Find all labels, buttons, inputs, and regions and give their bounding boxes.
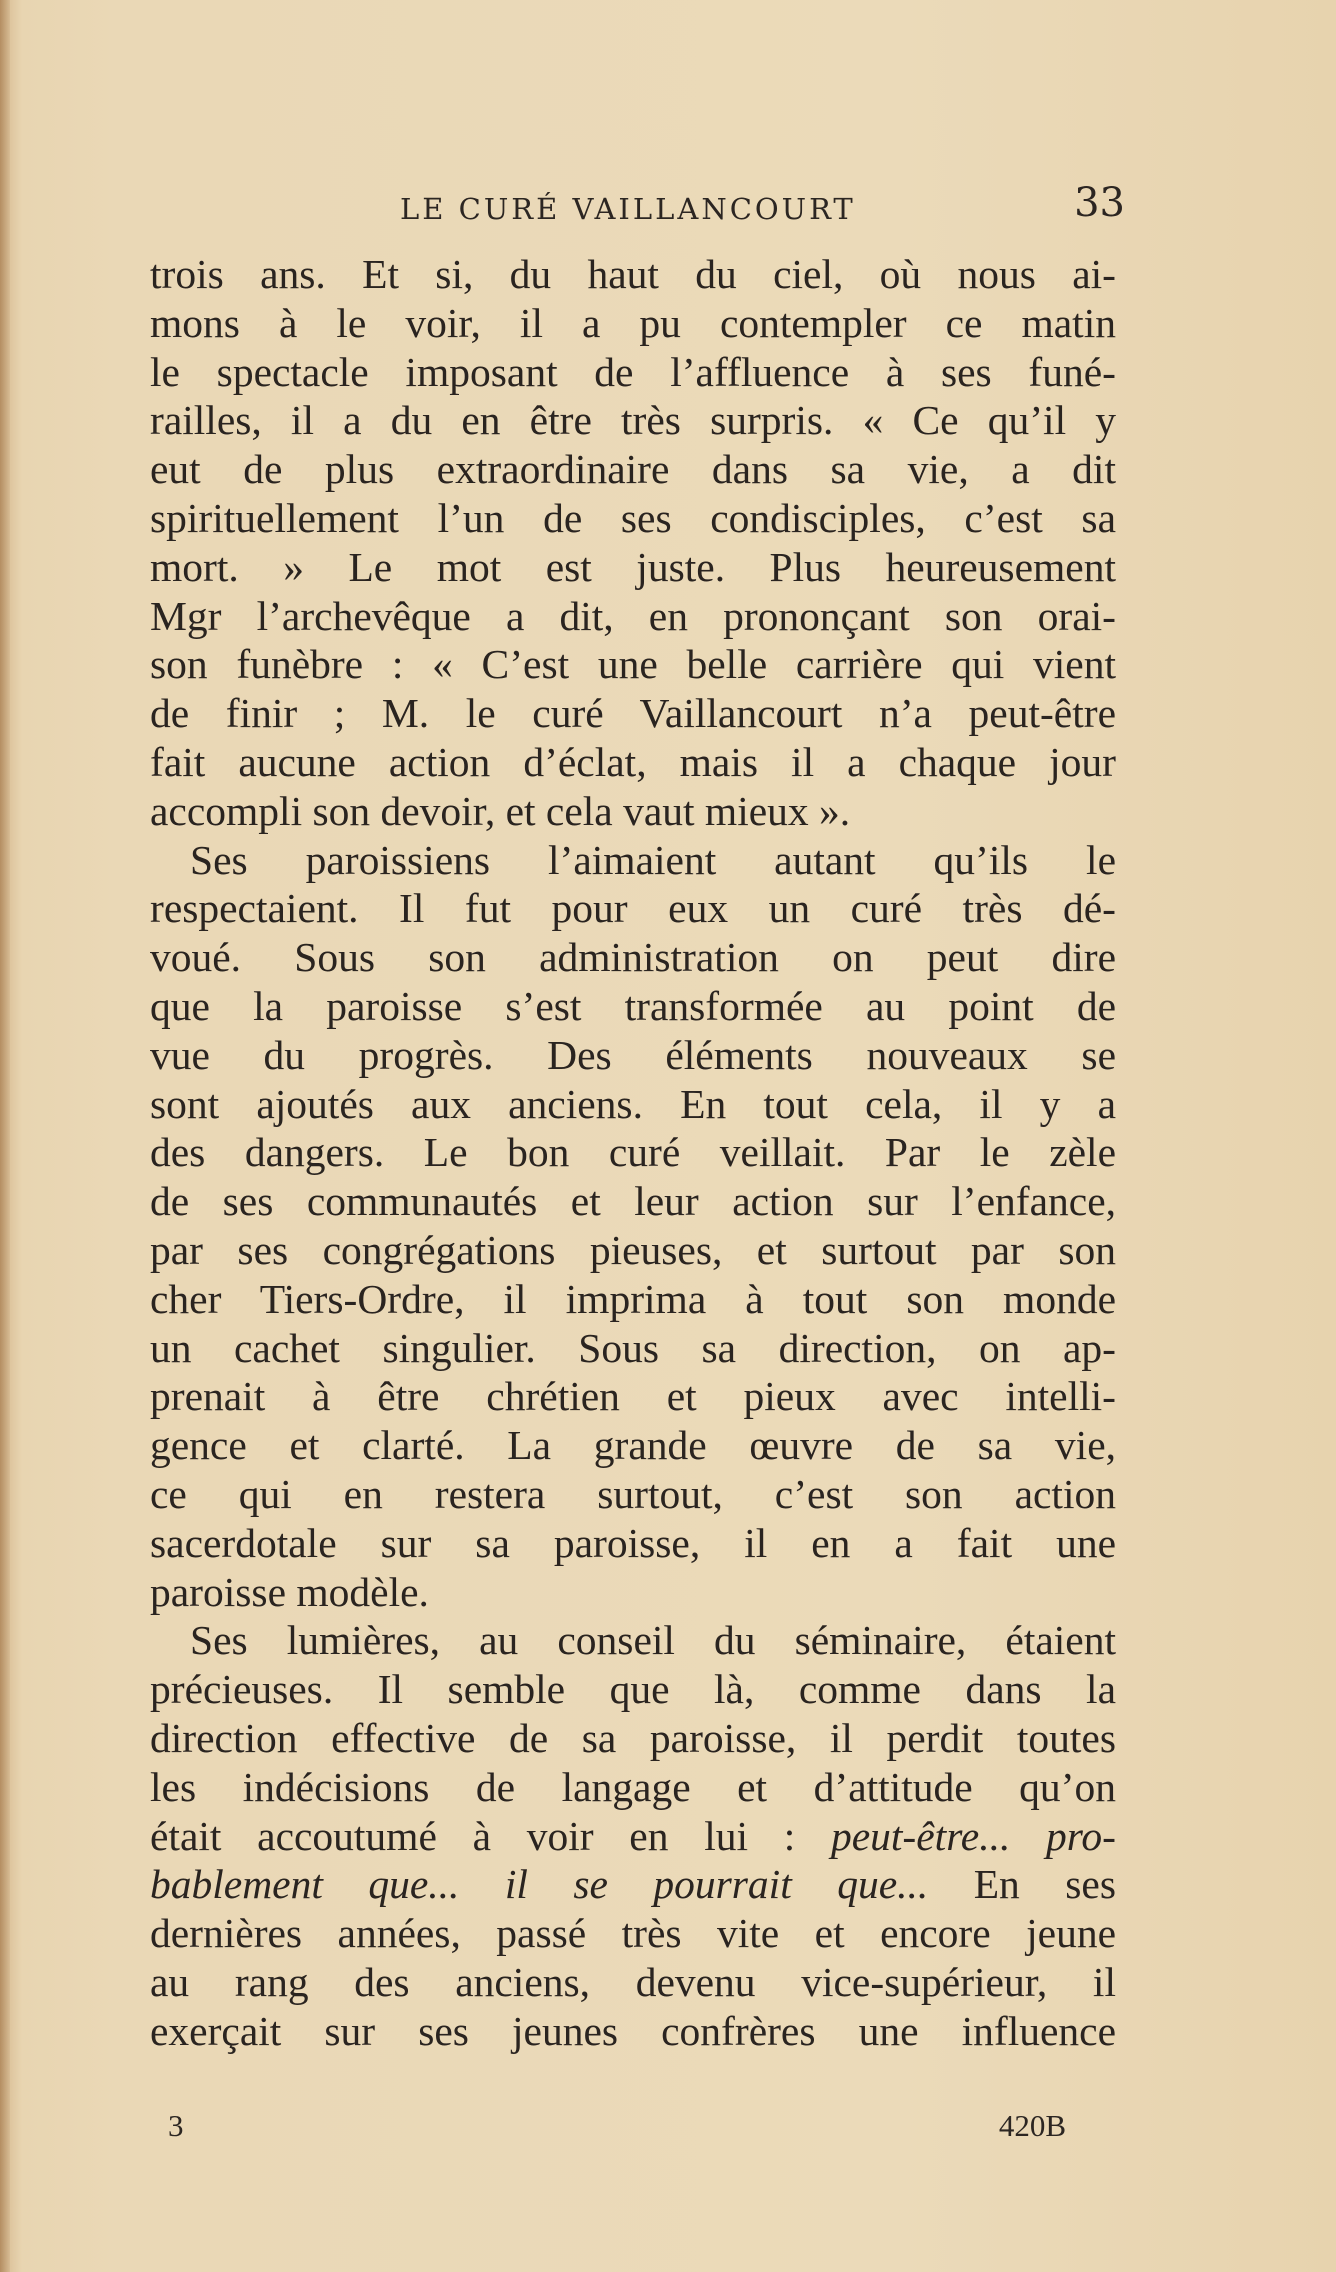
text-line: un cachet singulier. Sous sa direction, on ap- [150,1324,1116,1371]
text-line: prenait à être chrétien et pieux avec intelli- [150,1373,1116,1420]
text-line: sont ajoutés aux anciens. En tout cela, il y a [150,1080,1116,1127]
text-line: que la paroisse s’est transformée au point de [150,982,1116,1029]
text-line: mons à le voir, il a pu contempler ce matin [150,299,1116,346]
text-line: des dangers. Le bon curé veillait. Par le zèle [150,1129,1116,1176]
text-line [150,1860,1116,1909]
page-binding-edge [0,0,10,2272]
text-line: Ses paroissiens l’aimaient autant qu’ils le [190,836,1116,883]
text-line: vue du progrès. Des éléments nouveaux se [150,1031,1116,1078]
italic-text: peut-être... pro- [830,1812,1116,1859]
body-text [150,250,1116,2055]
text-line: ce qui en restera surtout, c’est son action [150,1470,1116,1517]
text-line: exerçait sur ses jeunes confrères une influence [150,2007,1116,2054]
text-line: spirituellement l’un de ses condisciples, c’est sa [150,494,1116,541]
text-line: direction effective de sa paroisse, il perdit toutes [150,1714,1116,1761]
catalog-mark: 420B [998,2108,1066,2143]
text-line: fait aucune action d’éclat, mais il a chaque jour [150,738,1116,785]
text-line: de finir ; M. le curé Vaillancourt n’a peut-être [150,690,1116,737]
page-footer [168,2108,1066,2148]
text-line: voué. Sous son administration on peut dire [150,934,1116,981]
text-line: gence et clarté. La grande œuvre de sa vie, [150,1422,1116,1469]
text-line: accompli son devoir, et cela vaut mieux ». [150,787,851,834]
text-line: de ses communautés et leur action sur l’enfance, [150,1178,1116,1225]
text-line: railles, il a du en être très surpris. « Ce qu’il y [150,397,1116,444]
text-line: le spectacle imposant de l’affluence à ses funé- [150,348,1116,395]
text-line: son funèbre : « C’est une belle carrière qui vient [150,641,1116,688]
text-line: respectaient. Il fut pour eux un curé très dé- [150,885,1116,932]
text-line: par ses congrégations pieuses, et surtout par son [150,1226,1116,1273]
text-segment: En ses [928,1861,1116,1908]
text-line: mort. » Le mot est juste. Plus heureusement [150,543,1116,590]
text-segment: était accoutumé à voir en lui : [150,1812,831,1859]
text-line: paroisse modèle. [150,1568,429,1615]
page-header [160,180,1125,240]
text-line: précieuses. Il semble que là, comme dans la [150,1666,1116,1713]
text-line: sacerdotale sur sa paroisse, il en a fait une [150,1519,1116,1566]
signature-mark: 3 [168,2108,184,2143]
text-line: cher Tiers-Ordre, il imprima à tout son monde [150,1275,1116,1322]
text-line: dernières années, passé très vite et encore jeune [150,1910,1116,1957]
running-title: LE CURÉ VAILLANCOURT [400,192,856,226]
text-line: eut de plus extraordinaire dans sa vie, a dit [150,446,1116,493]
text-line: trois ans. Et si, du haut du ciel, où nous ai- [150,251,1116,297]
text-line: Mgr l’archevêque a dit, en prononçant son orai- [150,592,1116,639]
text-line [150,1812,1116,1861]
italic-text: bablement que... il se pourrait que... [150,1861,929,1908]
page-number: 33 [1074,180,1125,226]
text-line: au rang des anciens, devenu vice-supérieur, il [150,1958,1116,2005]
text-line: les indécisions de langage et d’attitude qu’on [150,1763,1116,1810]
text-line: Ses lumières, au conseil du séminaire, étaient [190,1617,1116,1664]
